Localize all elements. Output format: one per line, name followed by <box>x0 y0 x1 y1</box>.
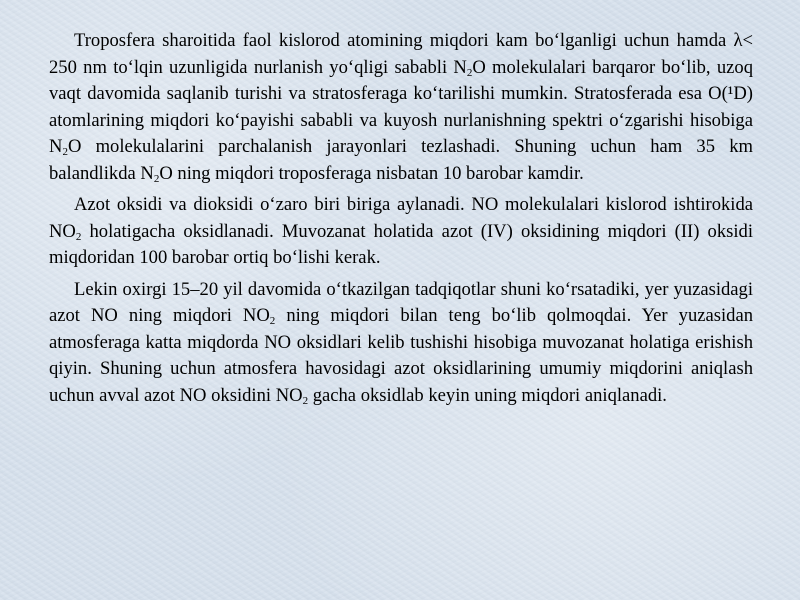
subscript-2: 2 <box>466 66 473 79</box>
text-segment: Troposfera sharoitida faol kislorod atomining miqdori kam bo‘lganligi uchun hamda λ< 250 nm to‘lqin uzunligida nurlanish yo‘qligi sababli N <box>49 30 753 78</box>
text-segment: ning miqdori bilan teng bo‘lib qolmoqdai. Yer yuzasidan atmosferaga katta miqdorda NO oksidlari kelib tushishi hisobiga muvozanat holatiga erishish qiyin. Shuning uchun atmosfera havosidagi azot oksidlarining umumiy miqdorini aniqlash uchun avval azot NO oksidini NO <box>49 305 753 406</box>
text-segment: Lekin oxirgi 15–20 yil davomida o‘tkazilgan tadqiqotlar shuni ko‘rsatadiki, yer yuzasidagi azot NO ning miqdori NO <box>49 278 753 326</box>
subscript-2: 2 <box>302 394 309 407</box>
text-segment: holatigacha oksidlanadi. Muvozanat holatida azot (IV) oksidining miqdori (II) oksidi miqdoridan 100 barobar ortiq bo‘lishi kerak. <box>49 220 753 268</box>
paragraph-nitrogen-oxides <box>49 192 753 272</box>
subscript-2: 2 <box>153 172 160 185</box>
text-segment: gacha oksidlab keyin uning miqdori aniqlanadi. <box>308 384 667 406</box>
text-segment: Azot oksidi va dioksidi o‘zaro biri biriga aylanadi. NO molekulalari kislorod ishtirokida NO <box>49 194 753 242</box>
paragraph-recent-research <box>49 277 753 410</box>
text-segment: O molekulalari barqaror bo‘lib, uzoq vaqt davomida saqlanib turishi va stratosferaga ko‘tarilishi mumkin. Stratosferada esa O(¹D) atomlarining miqdori ko‘payishi sababli va kuyosh nurlanishning spektri o‘zgarishi hisobiga N <box>49 56 754 157</box>
subscript-2: 2 <box>62 146 68 158</box>
subscript-2: 2 <box>269 315 276 327</box>
text-segment: O molekulalarini parchalanish jarayonlari tezlashadi. Shuning uchun ham 35 km balandlikda N <box>49 136 753 184</box>
text-segment: O ning miqdori troposferaga nisbatan 10 barobar kamdir. <box>159 162 584 184</box>
slide-text-body <box>49 28 753 414</box>
subscript-2: 2 <box>75 230 82 243</box>
paragraph-tropospheric-n2o <box>49 28 753 187</box>
